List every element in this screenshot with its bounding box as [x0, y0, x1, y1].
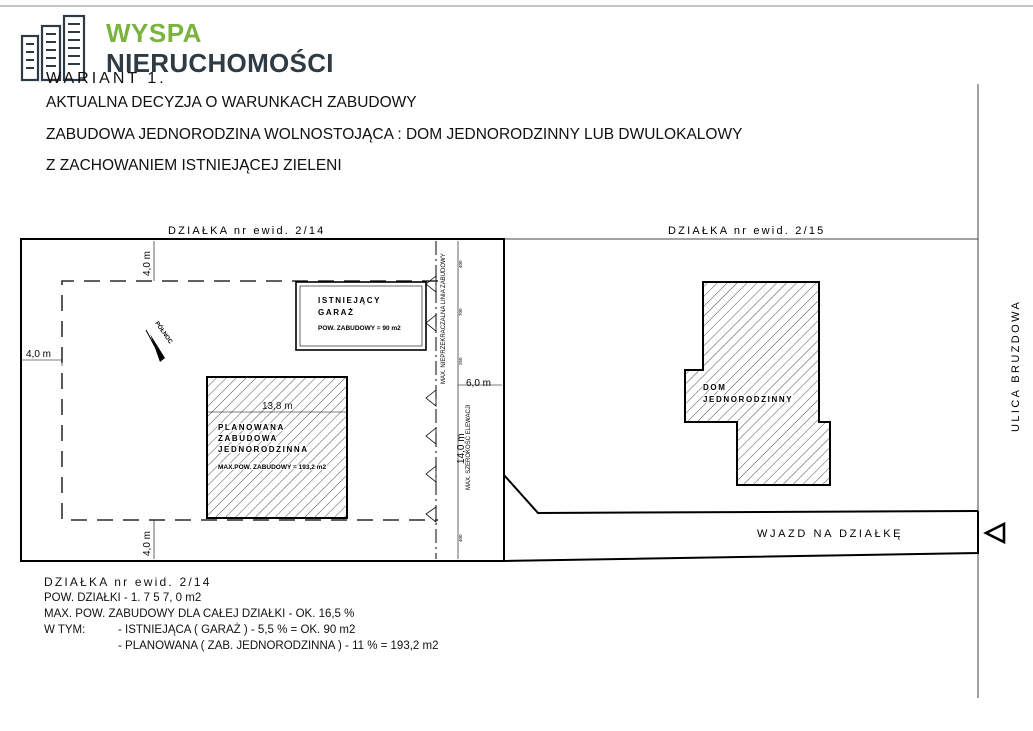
parcel-215-label: DZIAŁKA nr ewid. 2/15 — [668, 225, 826, 237]
garage-label-2: GARAŻ — [318, 308, 355, 317]
elevation-dim-label: 14,0 m — [456, 433, 467, 464]
neighbor-label-2: JEDNORODZINNY — [703, 395, 794, 404]
north-arrow-icon — [146, 320, 175, 362]
entrance-strip — [504, 511, 978, 561]
summary-max: MAX. POW. ZABUDOWY DLA CAŁEJ DZIAŁKI - OK. 16,5 % — [44, 608, 355, 620]
summary-incl-label: W TYM: — [44, 624, 86, 636]
development-title: ZABUDOWA JEDNORODZINA WOLNOSTOJĄCA : DOM JEDNORODZINNY LUB DWULOKALOWY — [46, 126, 743, 143]
dim-bottom-label: 4,0 m — [142, 530, 153, 556]
planned-label-3: JEDNORODZINNA — [218, 445, 309, 454]
mark-1: 400 — [458, 260, 463, 268]
planned-area: MAX.POW. ZABUDOWY = 193,2 m2 — [218, 464, 327, 471]
north-label: PÓŁNOC — [153, 320, 174, 346]
dim-left-label: 4,0 m — [26, 349, 52, 360]
building-line-label: MAX. NIEPRZEKRACZALNA LINIA ZABUDOWY — [441, 253, 447, 384]
parcel-summary — [44, 574, 438, 654]
summary-planned: - PLANOWANA ( ZAB. JEDNORODZINNA ) - 11 % = 193,2 m2 — [118, 640, 439, 652]
existing-garage — [296, 282, 426, 350]
greenery-title: Z ZACHOWANIEM ISTNIEJĄCEJ ZIELENI — [46, 157, 342, 174]
summary-incl-row — [44, 622, 438, 638]
mark-3: 250 — [458, 357, 463, 365]
summary-area: POW. DZIAŁKI - 1. 7 5 7, 0 m2 — [44, 592, 202, 604]
mark-4: 400 — [458, 534, 463, 542]
summary-parcel: DZIAŁKA nr ewid. 2/14 — [44, 575, 212, 589]
neighbor-label-1: DOM — [703, 383, 727, 392]
mark-2: 700 — [458, 308, 463, 316]
planned-width-label: 13,8 m — [262, 401, 293, 412]
summary-existing: - ISTNIEJĄCA ( GARAŻ ) - 5,5 % = OK. 90 m2 — [118, 624, 356, 636]
parcel-214-label: DZIAŁKA nr ewid. 2/14 — [168, 225, 326, 237]
planned-label-1: PLANOWANA — [218, 423, 285, 432]
dim-top-label: 4,0 m — [142, 250, 153, 276]
garage-label-1: ISTNIEJĄCY — [318, 296, 382, 305]
logo-line-2: NIERUCHOMOŚCI — [106, 48, 334, 78]
garage-area: POW. ZABUDOWY = 90 m2 — [318, 325, 401, 332]
dim-gap-label: 6,0 m — [466, 378, 492, 389]
elevation-width-label: MAX. SZEROKOŚĆ ELEWACJI — [466, 404, 472, 490]
planned-label-2: ZABUDOWA — [218, 434, 278, 443]
decision-title: AKTUALNA DECYZJA O WARUNKACH ZABUDOWY — [46, 94, 417, 111]
entrance-arrow-icon — [986, 524, 1004, 542]
logo-line-1: WYSPA — [106, 18, 202, 48]
entrance-label: WJAZD NA DZIAŁKĘ — [757, 528, 904, 540]
building-line-markers — [426, 276, 436, 522]
variant-title: WARIANT 1. — [46, 70, 167, 87]
street-label: ULICA BRUZDOWA — [1010, 299, 1022, 432]
